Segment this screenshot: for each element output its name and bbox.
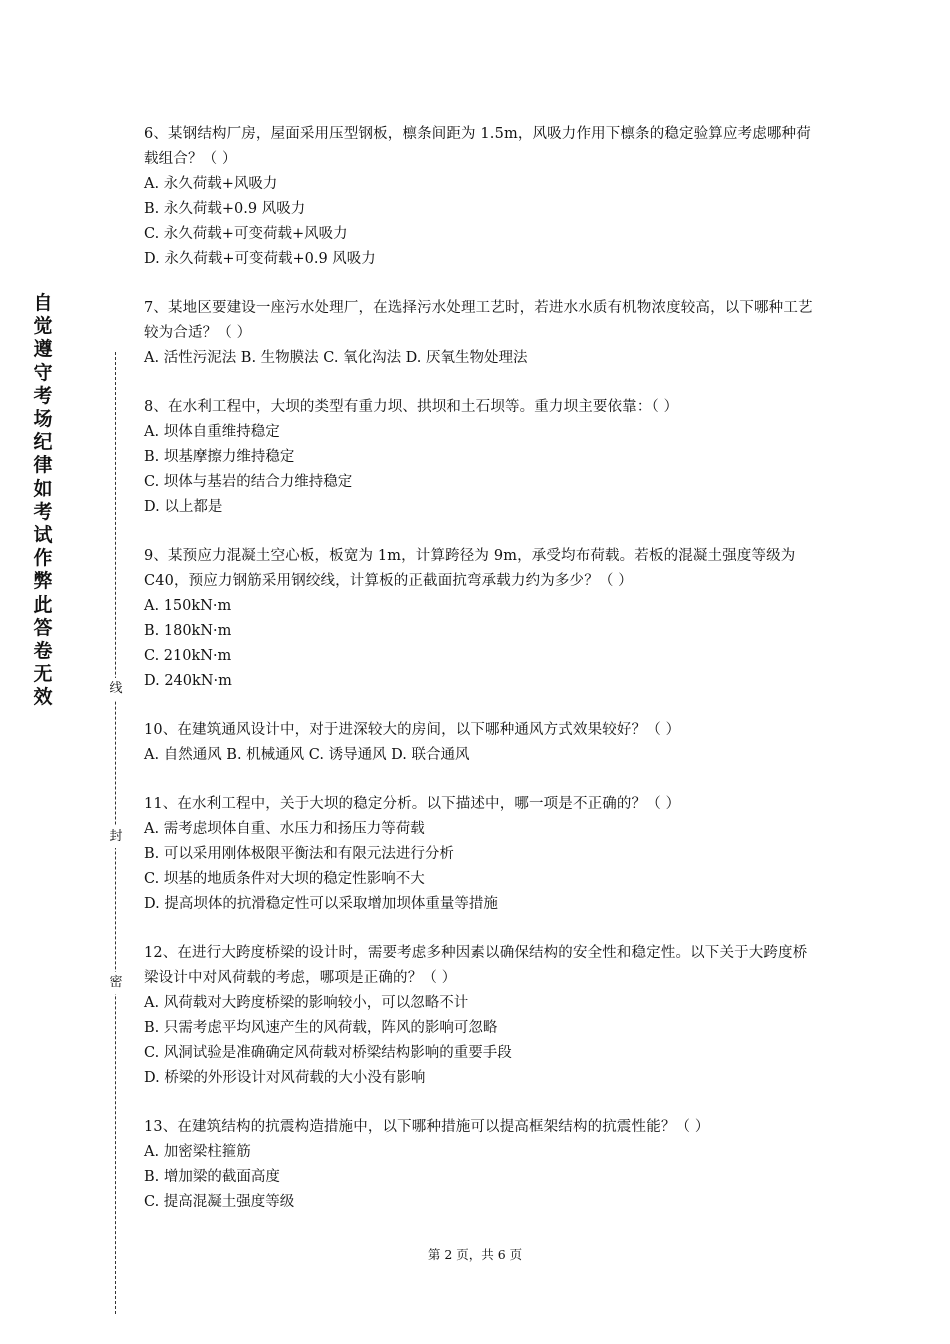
question-list <box>144 122 816 1239</box>
question-stem: 9、某预应力混凝土空心板，板宽为 1m，计算跨径为 9m，承受均布荷载。若板的混凝土强度等级为 C40，预应力钢筋采用钢绞线，计算板的正截面抗弯承载力约为多少？（ ） <box>144 548 796 589</box>
answer-option: C. 210kN·m <box>144 648 232 664</box>
binding-label-feng: 封 <box>107 826 125 848</box>
answer-option: A. 加密梁柱箍筋 <box>144 1144 251 1160</box>
question-stem: 13、在建筑结构的抗震构造措施中，以下哪种措施可以提高框架结构的抗震性能？（ ） <box>144 1119 710 1135</box>
question-stem: 12、在进行大跨度桥梁的设计时，需要考虑多种因素以确保结构的安全性和稳定性。以下关于大跨度桥梁设计中对风荷载的考虑，哪项是正确的？（ ） <box>144 945 808 986</box>
answer-option: B. 坝基摩擦力维持稳定 <box>144 449 295 465</box>
answer-option: B. 180kN·m <box>144 623 232 639</box>
binding-label-xian: 线 <box>107 678 125 700</box>
question-8 <box>144 395 816 520</box>
answer-option: A. 需考虑坝体自重、水压力和扬压力等荷载 <box>144 821 425 837</box>
answer-option: D. 桥梁的外形设计对风荷载的大小没有影响 <box>144 1070 426 1086</box>
answer-option: D. 240kN·m <box>144 673 232 689</box>
answer-option: B. 只需考虑平均风速产生的风荷载，阵风的影响可忽略 <box>144 1020 498 1036</box>
question-11 <box>144 792 816 917</box>
exam-discipline-warning: 自觉遵守考场纪律如考试作弊此答卷无效 <box>33 292 53 709</box>
answer-option: A. 150kN·m <box>144 598 232 614</box>
question-7 <box>144 296 816 371</box>
answer-option: A. 自然通风 B. 机械通风 C. 诱导通风 D. 联合通风 <box>144 747 470 763</box>
answer-option: B. 可以采用刚体极限平衡法和有限元法进行分析 <box>144 846 454 862</box>
answer-option: B. 增加梁的截面高度 <box>144 1169 280 1185</box>
page-number: 第 2 页，共 6 页 <box>427 1247 523 1262</box>
answer-option: C. 坝基的地质条件对大坝的稳定性影响不大 <box>144 871 425 887</box>
answer-option: D. 以上都是 <box>144 499 223 515</box>
answer-option: A. 坝体自重维持稳定 <box>144 424 280 440</box>
question-12 <box>144 941 816 1091</box>
question-10 <box>144 718 816 768</box>
binding-label-mi: 密 <box>107 972 125 994</box>
answer-option: C. 风洞试验是准确确定风荷载对桥梁结构影响的重要手段 <box>144 1045 512 1061</box>
answer-option: C. 永久荷载+可变荷载+风吸力 <box>144 226 348 242</box>
question-stem: 10、在建筑通风设计中，对于进深较大的房间，以下哪种通风方式效果较好？（ ） <box>144 722 681 738</box>
question-stem: 6、某钢结构厂房，屋面采用压型钢板，檩条间距为 1.5m，风吸力作用下檩条的稳定验算应考虑哪种荷载组合？（ ） <box>144 126 811 167</box>
answer-option: A. 风荷载对大跨度桥梁的影响较小，可以忽略不计 <box>144 995 469 1011</box>
question-6 <box>144 122 816 272</box>
answer-option: C. 提高混凝土强度等级 <box>144 1194 295 1210</box>
question-stem: 8、在水利工程中，大坝的类型有重力坝、拱坝和土石坝等。重力坝主要依靠：（ ） <box>144 399 679 415</box>
answer-option: A. 活性污泥法 B. 生物膜法 C. 氧化沟法 D. 厌氧生物处理法 <box>144 350 528 366</box>
question-stem: 7、某地区要建设一座污水处理厂，在选择污水处理工艺时，若进水水质有机物浓度较高，以下哪种工艺较为合适？（ ） <box>144 300 813 341</box>
answer-option: D. 永久荷载+可变荷载+0.9 风吸力 <box>144 251 376 267</box>
answer-option: D. 提高坝体的抗滑稳定性可以采取增加坝体重量等措施 <box>144 896 498 912</box>
answer-option: A. 永久荷载+风吸力 <box>144 176 278 192</box>
question-9 <box>144 544 816 694</box>
answer-option: C. 坝体与基岩的结合力维持稳定 <box>144 474 353 490</box>
answer-option: B. 永久荷载+0.9 风吸力 <box>144 201 306 217</box>
question-stem: 11、在水利工程中，关于大坝的稳定分析。以下描述中，哪一项是不正确的？（ ） <box>144 796 681 812</box>
question-13 <box>144 1115 816 1215</box>
